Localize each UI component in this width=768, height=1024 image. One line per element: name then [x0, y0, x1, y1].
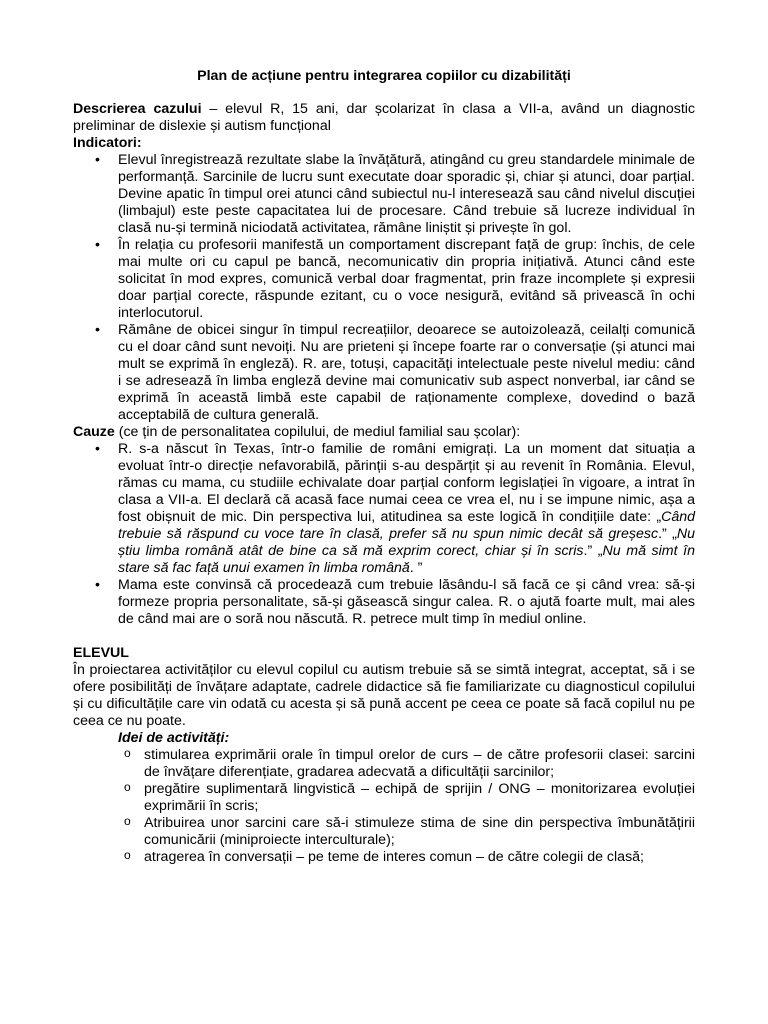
elevul-paragraph: În proiectarea activităților cu elevul copilul cu autism trebuie să se simtă integrat, acceptat, să i se ofere posibilități de învățare adaptate, cadrele didactice să fie familiarizate cu diagnosticul copilului și cu dificultățile care vin odată cu acesta și să pună accent pe ceea ce poate să facă copilul nu pe ceea ce nu poate.	[73, 662, 695, 729]
indicators-list	[73, 152, 695, 424]
elevul-heading: ELEVUL	[73, 645, 129, 661]
activity-item: o pregătire suplimentară lingvistică – echipă de sprijin / ONG – monitorizarea evoluției exprimării în scris;	[73, 781, 695, 815]
activity-item: o atragerea în conversații – pe teme de interes comun – de către colegii de clasă;	[73, 849, 695, 866]
quote-separator: .” „	[583, 543, 603, 559]
quote-end: . ”	[409, 560, 423, 576]
indicator-item: • Elevul înregistrează rezultate slabe la învățătură, atingând cu greu standardele minimale de performanță. Sarcinile de lucru sunt executate doar sporadic și, chiar și atunci, doar parțial. Devine apatic în timpul orei atunci când subiectul nu-l interesează sau când nivelul discuției (limbajul) este peste capacitatea lui de procesare. Când trebuie să lucreze individual în clasă nu-și termină niciodată activitatea, rămâne liniștit și privește în gol.	[73, 152, 695, 237]
case-description-text: – elevul R, 15 ani, dar școlarizat în clasa a VII-a, având un diagnostic preliminar de dislexie și autism funcțional	[73, 101, 696, 134]
cause-item: • Mama este convinsă că procedează cum trebuie lăsându-l să facă ce și când vrea: să-și formeze propria personalitate, să-și găsească singur calea. R. o ajută foarte mult, mai ales de când mai are o soră nou născută. R. petrece mult timp în mediul online.	[73, 577, 695, 628]
activity-item: o stimularea exprimării orale în timpul orelor de curs – de către profesorii clasei: sarcini de învățare diferențiate, gradarea adecvată a dificultății sarcinilor;	[73, 747, 695, 781]
quote-separator: .” „	[658, 526, 677, 542]
causes-heading	[73, 424, 695, 441]
causes-list	[73, 441, 695, 628]
spacer	[73, 628, 695, 645]
cause-item	[73, 441, 695, 577]
document-title: Plan de acțiune pentru integrarea copiilor cu dizabilități	[197, 68, 571, 84]
activity-item: o Atribuirea unor sarcini care să-i stimuleze stima de sine din perspectiva îmbunătățirii comunicării (miniproiecte interculturale);	[73, 815, 695, 849]
activities-heading: Idei de activități:	[118, 730, 230, 746]
indicator-item: • În relația cu profesorii manifestă un comportament discrepant față de grup: închis, de cele mai multe ori cu capul pe bancă, necomunicativ din propria inițiativă. Atunci când este solicitat în mod expres, comunică verbal doar fragmentat, prin fraze incomplete și expresii doar parțial corecte, răspunde ezitant, cu o voce nesigură, evitând să privească în ochi interlocutorul.	[73, 237, 695, 322]
indicators-heading: Indicatori:	[73, 135, 142, 151]
document-body	[73, 68, 695, 866]
causes-label: Cauze	[73, 424, 115, 440]
quote-2: Nu știu limba română atât de bine ca să mă exprim corect, chiar și în scris	[118, 526, 695, 559]
quote-1: Când trebuie să răspund cu voce tare în clasă, prefer să nu spun nimic decât să greșesc	[118, 509, 695, 542]
case-description-label: Descrierea cazului	[73, 101, 202, 117]
indicator-item: • Rămâne de obicei singur în timpul recreațiilor, deoarece se autoizolează, ceilalți comunică cu el doar când sunt nevoiți. Nu are prieteni și începe foarte rar o conversație (și atunci mai mult se exprimă în engleză). R. are, totuși, capacități intelectuale peste nivelul mediu: când i se adresează în limba engleză devine mai comunicativ sub aspect nonverbal, iar când se exprimă în această limbă este capabil de raționamente complexe, dovedind o bază acceptabilă de cultura generală.	[73, 322, 695, 424]
cause-item-text: R. s-a născut în Texas, într-o familie de români emigrați. La un moment dat situația a evoluat într-o direcție nefavorabilă, părinții s-au despărțit și au revenit în România. Elevul, rămas cu mama, cu studiile echivalate doar parțial conform legislației în vigoare, a intrat în clasa a VII-a. El declară că acasă face numai ceea ce vrea el, nu i se impune nimic, așa a fost obișnuit de mic. Din perspectiva lui, atitudinea sa este logică în condițiile date: „	[118, 441, 695, 525]
causes-text: (ce țin de personalitatea copilului, de mediul familial sau școlar):	[114, 424, 521, 440]
case-description	[73, 101, 695, 135]
quote-3: Nu mă simt în stare să fac față unui examen în limba română	[118, 543, 695, 576]
activities-list	[73, 747, 695, 866]
